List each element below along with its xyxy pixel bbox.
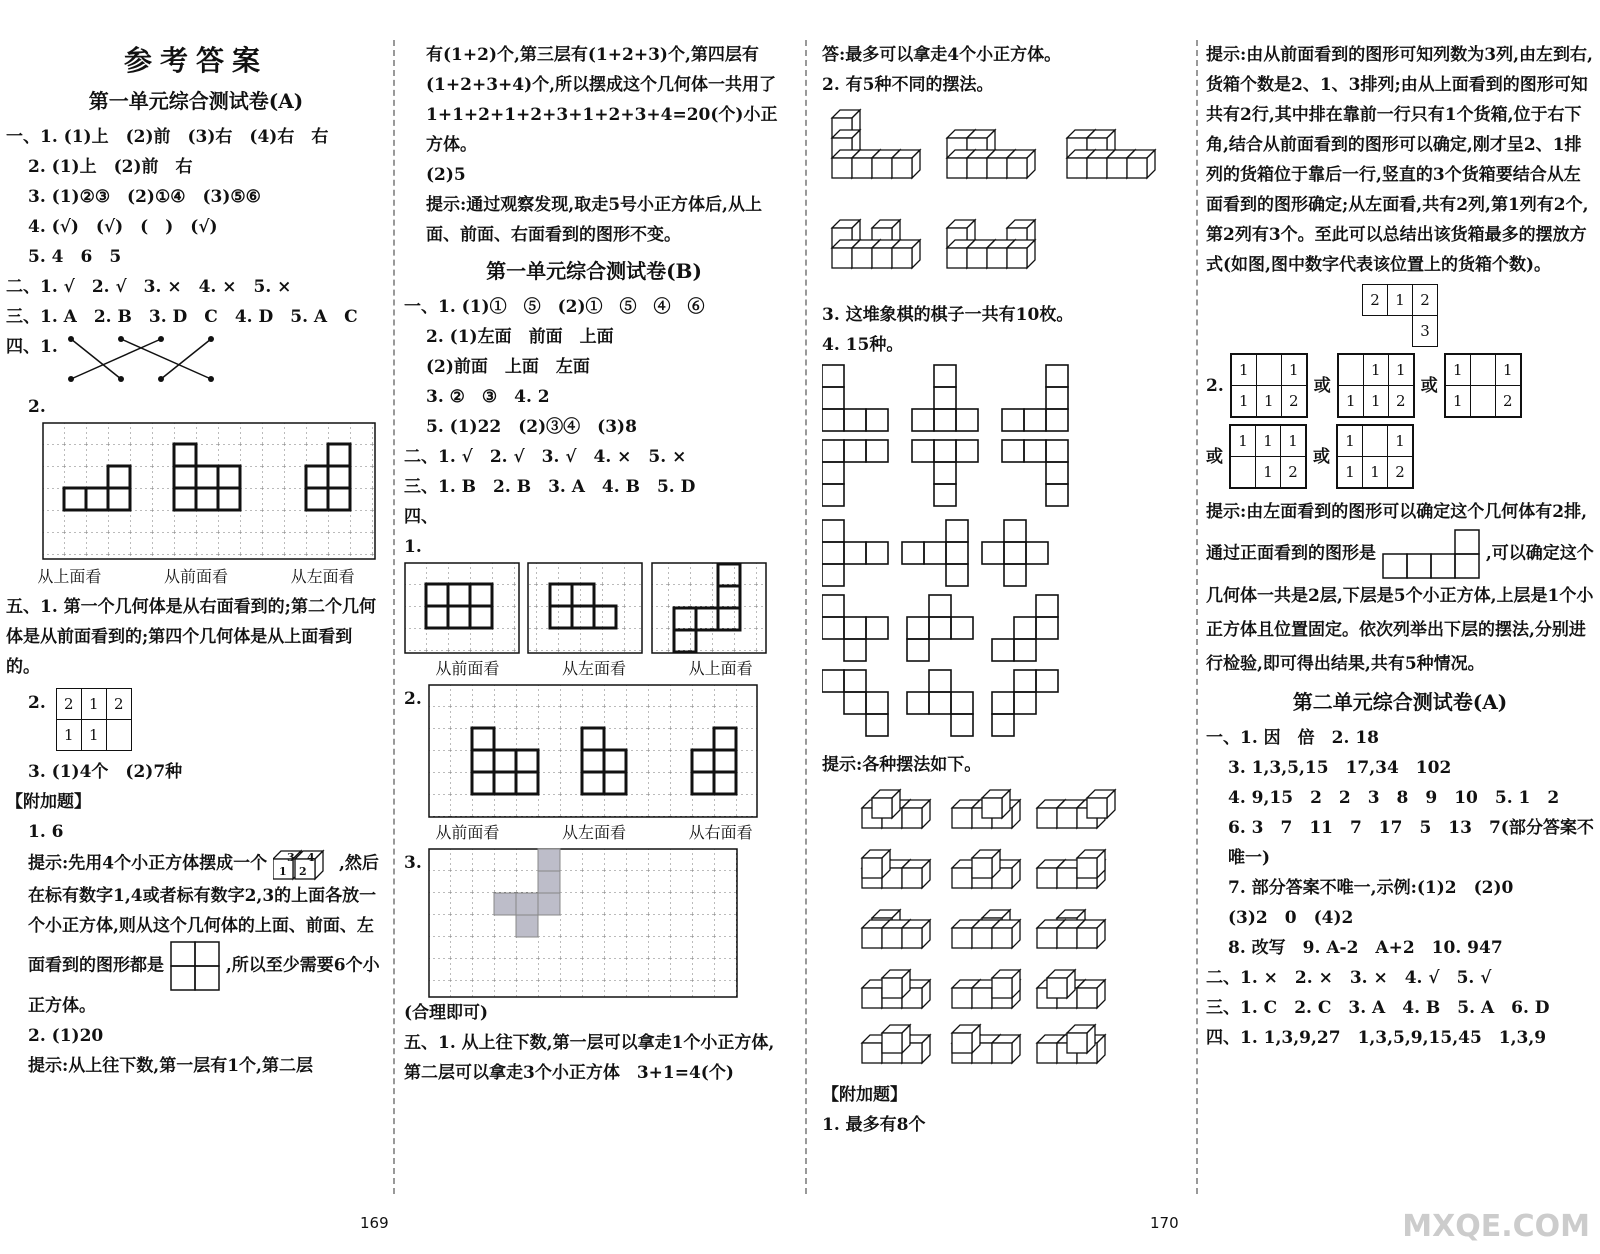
answer-line: 3. ② ③ 4. 2 bbox=[426, 387, 550, 407]
or-text: 或 bbox=[1420, 375, 1438, 396]
grid-labels bbox=[6, 562, 386, 592]
option-grid: 1 1 1 1 2 bbox=[1230, 353, 1308, 418]
shaded-grid-b3 bbox=[428, 848, 738, 998]
column-2 bbox=[404, 40, 784, 1088]
square-2x2-figure bbox=[170, 941, 220, 991]
hint-paragraph: 提示:由从前面看到的图形可知列数为3列,由左到右,货箱个数是2、1、3排列;由从上面看到的图形可知共有2行,其中排在靠前一行只有1个货箱,位于右下角,结合从前面看到的图形可以确定,刚才呈2、1排列的货箱位于靠后一行,竖直的3个货箱要结合从左面看到的图形确定;从左面看,共有2列,第1列有2个,第2列有3个。至此可以总结出该货箱最多的摆放方式(如图,图中数字代表该位置上的货箱个数)。 bbox=[1206, 45, 1593, 275]
hint-paragraph: 提示:从上往下数,第一层有1个,第二层 bbox=[28, 1056, 313, 1076]
or-text: 或 bbox=[1206, 446, 1223, 467]
answer-line: 3. 1,3,5,15 17,34 102 bbox=[1228, 758, 1452, 778]
section-title-1b: 第一单元综合测试卷(B) bbox=[486, 259, 702, 283]
answer-line: 2. (1)左面 前面 上面 bbox=[426, 327, 614, 347]
hint-paragraph: 提示:先用4个小正方体摆成一个 3 4 1 2 ,然后在标有数字1,4或者标有数字2,3的上面各放一个小正方体,则从这个几何体的上面、前面、左面看到的图形都是 ,所以至少需要6个小正方体。 bbox=[6, 847, 386, 1021]
answer-line: 二、1. √ 2. √ 3. × 4. × 5. × bbox=[6, 277, 292, 297]
answer-line: 8. 改写 9. A-2 A+2 10. 947 bbox=[1228, 938, 1503, 958]
three-views-grid-b2 bbox=[428, 684, 758, 818]
watermark: MXQE.COM bbox=[1402, 1209, 1590, 1244]
answer-line: 5. 4 6 5 bbox=[28, 247, 122, 267]
answer-line: 三、1. B 2. B 3. A 4. B 5. D bbox=[404, 477, 696, 497]
answer-paragraph: 五、1. 从上往下数,第一层可以拿走1个小正方体,第二层可以拿走3个小正方体 3+1=4(个) bbox=[404, 1033, 775, 1083]
answer-line: (2)前面 上面 左面 bbox=[426, 357, 590, 377]
three-views-grid-b1 bbox=[404, 562, 774, 654]
grid-label: 从前面看 bbox=[163, 567, 228, 586]
column-separator bbox=[805, 40, 807, 1194]
option-grid: 1 1 1 1 2 bbox=[1337, 353, 1415, 418]
hint-paragraph: 提示:由左面看到的图形可以确定这个几何体有2排,通过正面看到的图形是 ,可以确定这个几何体一共是2层,下层是5个小正方体,上层是1个小正方体且位置固定。依次列举出下层的摆法,分别进行检验,即可得出结果,共有5种情况。 bbox=[1206, 502, 1594, 674]
net-shapes-figure bbox=[822, 360, 1192, 750]
question-label: 3. bbox=[404, 853, 422, 873]
answer-line: 四、1. bbox=[6, 337, 58, 357]
answer-line: 4. 9,15 2 2 3 8 9 10 5. 1 2 bbox=[1228, 788, 1560, 808]
answer-line: 1. 6 bbox=[28, 822, 64, 842]
hint-paragraph: 提示:通过观察发现,取走5号小正方体后,从上面、前面、右面看到的图形不变。 bbox=[426, 195, 762, 245]
cube-figure: 3 4 1 2 bbox=[273, 847, 333, 881]
answer-line: 2. bbox=[28, 397, 46, 417]
option-grid: 1 1 1 2 bbox=[1444, 353, 1522, 418]
cube-arrangements-hint-figure bbox=[822, 780, 1192, 1080]
column-separator bbox=[393, 40, 395, 1194]
number-grid: 2 1 2 1 1 bbox=[56, 688, 132, 751]
three-views-grid-a bbox=[42, 422, 378, 562]
answer-line: 6. 3 7 11 7 17 5 13 7(部分答案不唯一) bbox=[1228, 818, 1594, 868]
answer-line: 1. bbox=[404, 537, 422, 557]
column-separator bbox=[1196, 40, 1198, 1194]
small-number-grid: 2 1 2 3 bbox=[1362, 284, 1438, 347]
grid-labels: 从前面看 从左面看 从上面看 bbox=[435, 659, 753, 678]
answer-line: 一、1. (1)上 (2)前 (3)右 (4)右 右 bbox=[6, 127, 329, 147]
cube-arrangements-figure bbox=[822, 100, 1192, 300]
answer-line: 一、1. (1)① ⑤ (2)① ⑤ ④ ⑥ bbox=[404, 297, 705, 317]
answer-line: 四、1. 1,3,9,27 1,3,5,9,15,45 1,3,9 bbox=[1206, 1028, 1547, 1048]
main-title: 参考答案 bbox=[123, 44, 268, 77]
option-grid: 1 1 1 1 2 bbox=[1229, 424, 1307, 489]
matching-lines-figure bbox=[61, 334, 221, 384]
answer-line: 4. (√) (√) ( ) (√) bbox=[28, 217, 218, 237]
option-grid: 1 1 1 1 2 bbox=[1336, 424, 1414, 489]
answer-line: 1. 最多有8个 bbox=[822, 1115, 926, 1135]
page-number: 170 bbox=[1150, 1214, 1179, 1232]
answer-note: (合理即可) bbox=[404, 1003, 489, 1023]
bonus-title: 【附加题】 bbox=[822, 1085, 907, 1105]
answer-line: 二、1. × 2. × 3. × 4. √ 5. √ bbox=[1206, 968, 1492, 988]
grid-label: 从左面看 bbox=[290, 567, 355, 586]
answer-line: 一、1. 因 倍 2. 18 bbox=[1206, 728, 1379, 748]
answer-line: 3. 这堆象棋的棋子一共有10枚。 bbox=[822, 305, 1074, 325]
question-label: 2. bbox=[404, 689, 422, 709]
page-number: 169 bbox=[360, 1214, 389, 1232]
answer-line: 3. (1)②③ (2)①④ (3)⑤⑥ bbox=[28, 187, 261, 207]
answer-line: 三、1. C 2. C 3. A 4. B 5. A 6. D bbox=[1206, 998, 1550, 1018]
answer-line: (3)2 0 (4)2 bbox=[1228, 908, 1354, 928]
hint-line: 提示:各种摆法如下。 bbox=[822, 755, 982, 775]
answer-paragraph: 有(1+2)个,第三层有(1+2+3)个,第四层有(1+2+3+4)个,所以摆成这个几何体一共用了1+1+2+1+2+3+1+2+3+4=20(个)小正方体。 bbox=[426, 45, 778, 155]
bonus-title: 【附加题】 bbox=[6, 792, 91, 812]
answer-line: 4. 15种。 bbox=[822, 335, 904, 355]
answer-paragraph: 五、1. 第一个几何体是从右面看到的;第二个几何体是从前面看到的;第四个几何体是从上面看到的。 bbox=[6, 597, 376, 677]
answer-line: 三、1. A 2. B 3. D C 4. D 5. A C bbox=[6, 307, 358, 327]
answer-line: 二、1. √ 2. √ 3. √ 4. × 5. × bbox=[404, 447, 687, 467]
answer-line: (2)5 bbox=[426, 165, 466, 185]
section-title-2a: 第二单元综合测试卷(A) bbox=[1292, 690, 1508, 714]
answer-line: 2. (1)20 bbox=[28, 1026, 104, 1046]
answer-line: 2. (1)上 (2)前 右 bbox=[28, 157, 193, 177]
grid-label: 从上面看 bbox=[37, 567, 102, 586]
or-text: 或 bbox=[1313, 375, 1331, 396]
answer-line: 2. 有5种不同的摆法。 bbox=[822, 75, 994, 95]
answer-line: 3. (1)4个 (2)7种 bbox=[28, 762, 183, 782]
question-label: 2. bbox=[1206, 375, 1224, 396]
grid-labels: 从前面看 从左面看 从右面看 bbox=[435, 823, 753, 842]
column-3 bbox=[822, 40, 1192, 1140]
answer-line: 答:最多可以拿走4个小正方体。 bbox=[822, 45, 1062, 65]
answer-line: 5. (1)22 (2)③④ (3)8 bbox=[426, 417, 637, 437]
column-4 bbox=[1206, 40, 1594, 1053]
or-text: 或 bbox=[1313, 446, 1330, 467]
answer-line: 7. 部分答案不唯一,示例:(1)2 (2)0 bbox=[1228, 878, 1514, 898]
question-label: 2. bbox=[28, 693, 46, 713]
answer-line: 四、 bbox=[404, 507, 438, 527]
column-1 bbox=[6, 40, 386, 1081]
section-title-1a: 第一单元综合测试卷(A) bbox=[88, 89, 304, 113]
front-view-figure bbox=[1382, 529, 1480, 579]
